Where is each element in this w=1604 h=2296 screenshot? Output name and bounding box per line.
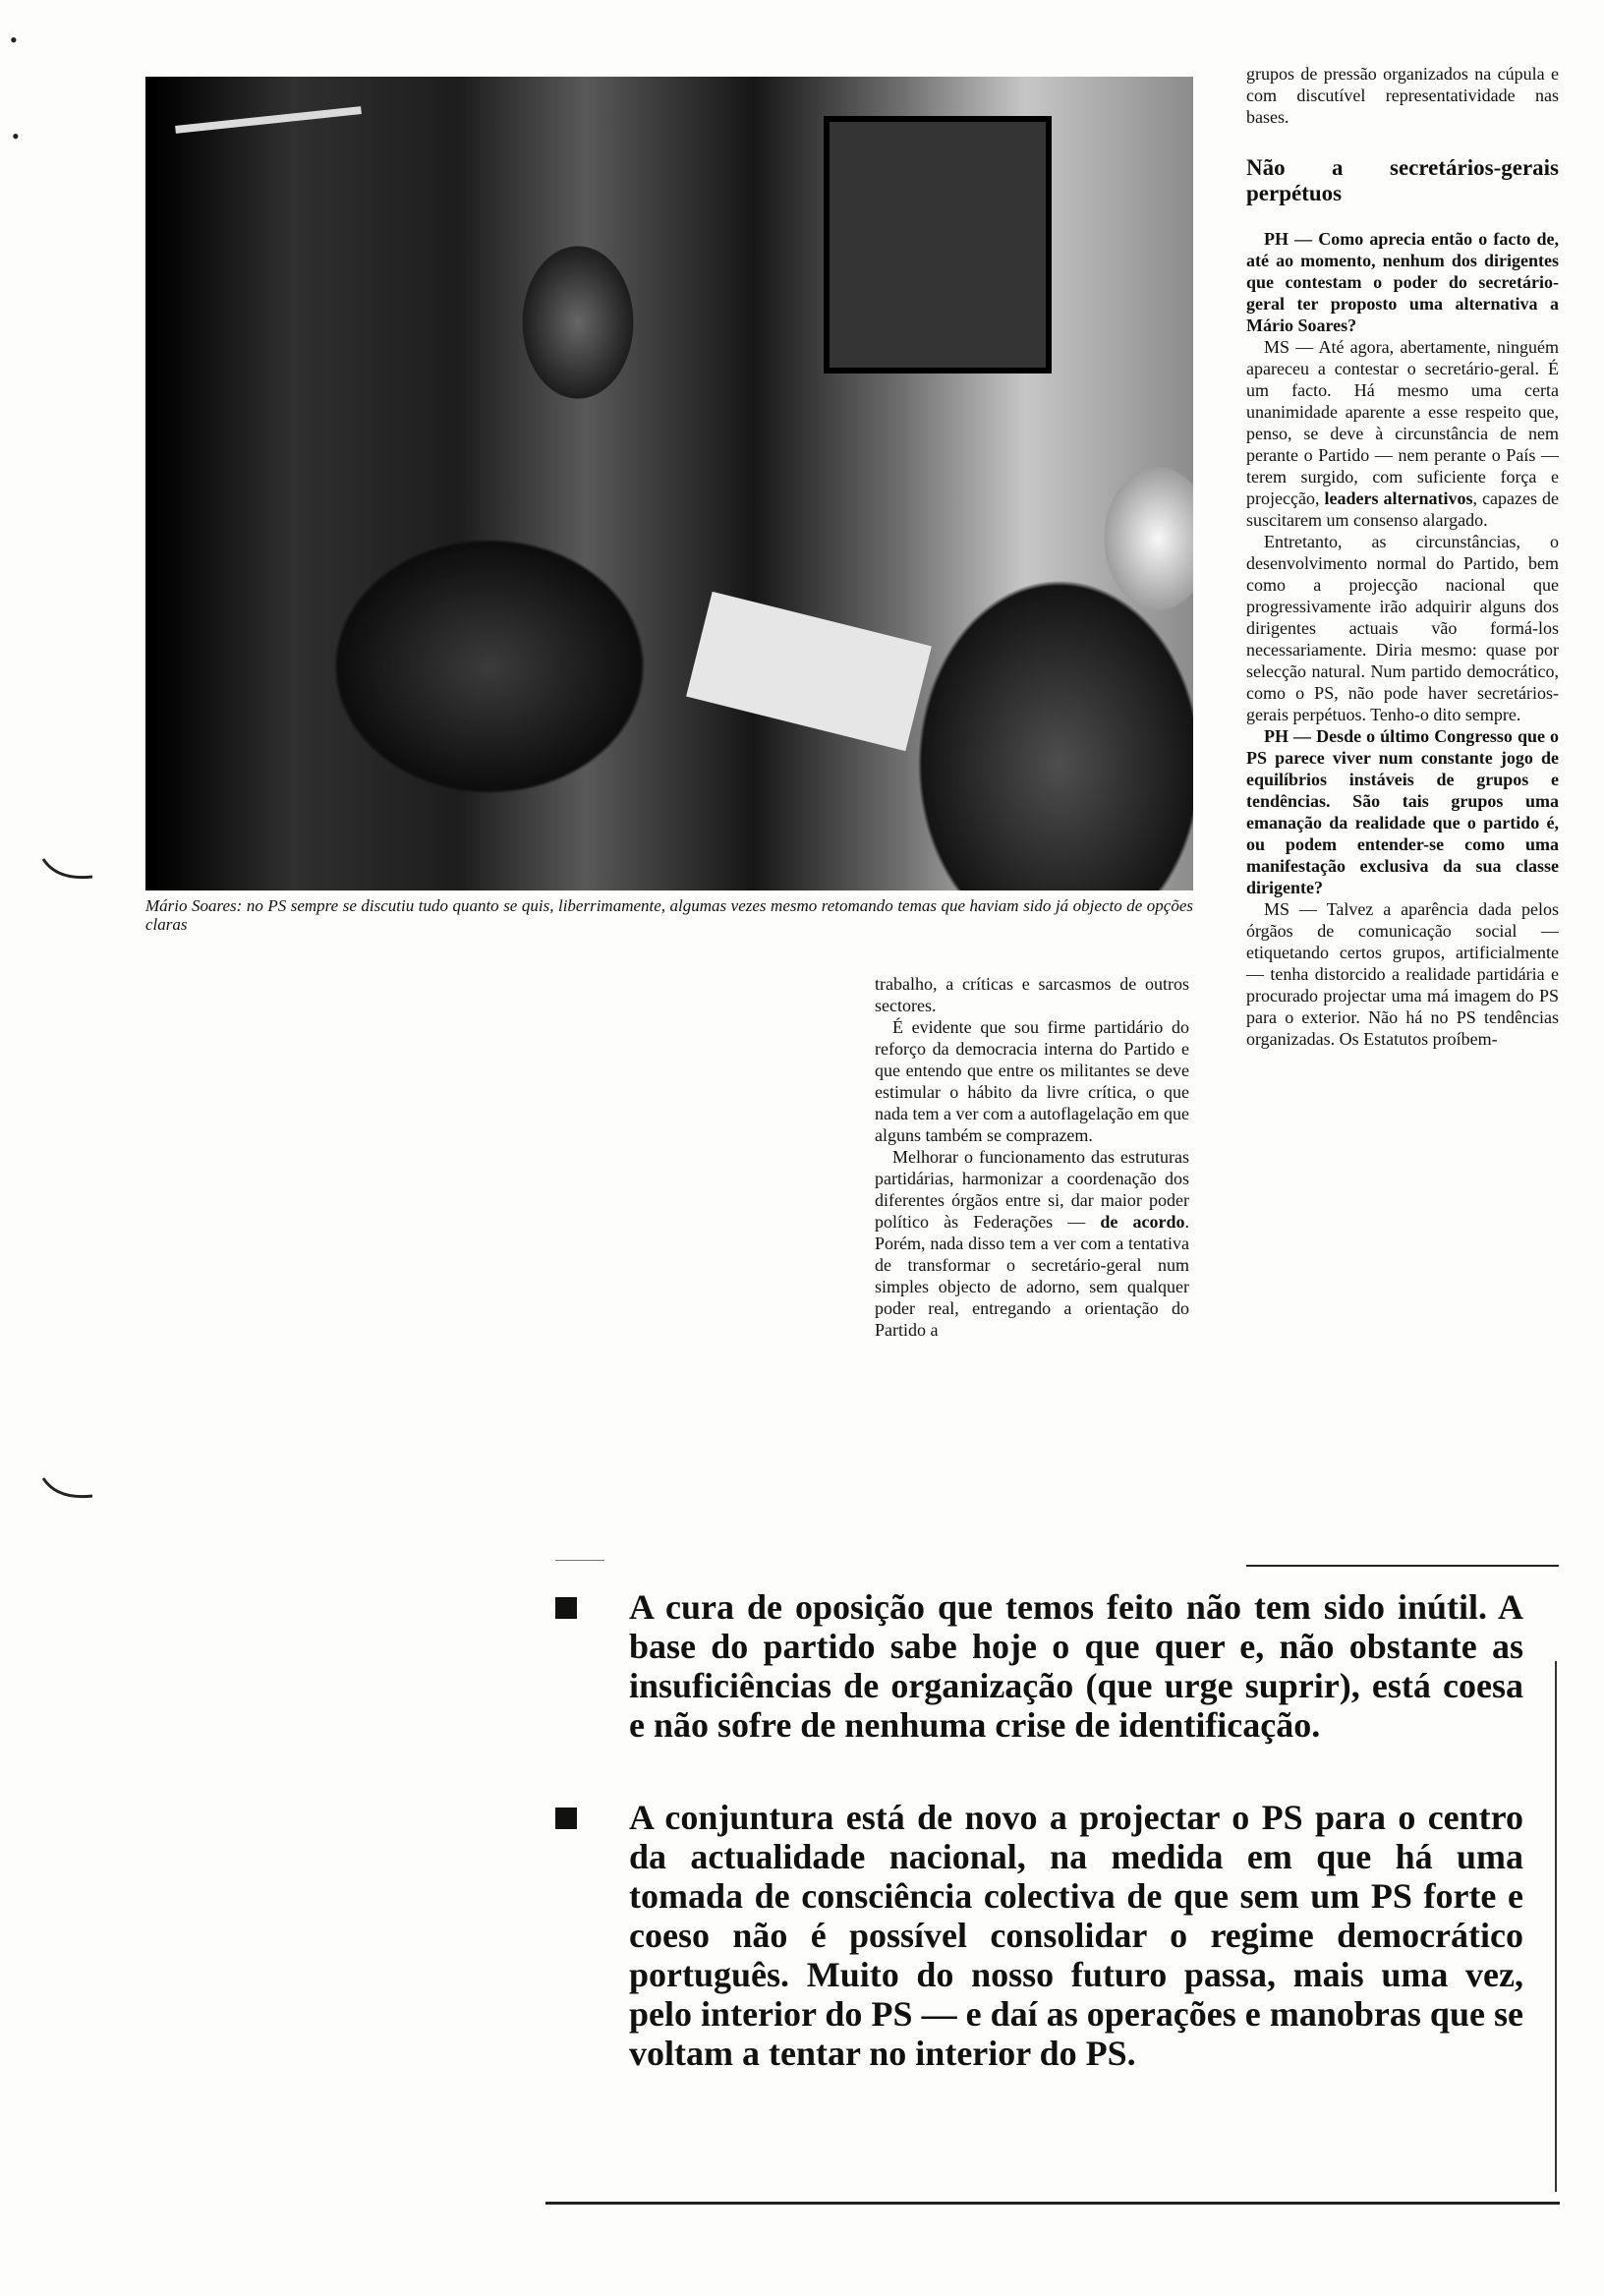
pull-quote [555,1587,1523,1745]
question-paragraph [1246,725,1559,898]
paragraph: trabalho, a críticas e sarcasmos de outros sectores. [875,974,1189,1015]
question-text: Desde o último Congresso que o PS parece viver num constante jogo de equilíbrios instáveis de grupos e tendências. São tais grupos uma emanação da realidade que o partido é, ou podem entender-se como uma manifestação exclusiva da sua classe dirigente? [1246,726,1559,897]
divider [555,1560,604,1561]
quote-box-border [1555,1661,1557,2192]
answer-text: , capazes de suscitarem um consenso alargado. [1246,488,1559,530]
square-bullet-icon [555,1597,577,1619]
pull-quote-text: A cura de oposição que temos feito não tem sido inútil. A base do partido sabe hoje o que quer e, não obstante as insuficiências de organização (que urge suprir), está coesa e não sofre de nenhuma crise de identificação. [629,1587,1523,1745]
square-bullet-icon [555,1808,577,1829]
question-paragraph [1246,228,1559,336]
pull-quote-text: A conjuntura está de novo a projectar o PS para o centro da actualidade nacional, na medida em que há uma tomada de consciência colectiva de que sem um PS forte e coeso não é possível consolidar o regime democrático português. Muito do nosso futuro passa, mais uma vez, pelo interior do PS — e daí as operações e manobras que se voltam a tentar no interior do PS. [629,1798,1523,2073]
answer-paragraph [1246,898,1559,1050]
answer-emphasis: leaders alternativos [1324,488,1473,508]
divider [1246,1565,1559,1567]
paragraph: É evidente que sou firme partidário do reforço da democracia interna do Partido e que entendo que entre os militantes se deve estimular o hábito da livre crítica, o que nada tem a ver com a autoflagelação em que alguns também se comprazem. [875,1017,1189,1145]
question-text: Como aprecia então o facto de, até ao momento, nenhum dos dirigentes que contestam o poder do secretário-geral ter proposto uma alternativa a Mário Soares? [1246,229,1559,335]
answer-text: Talvez a aparência dada pelos órgãos de comunicação social — etiquetando certos grupos, artificialmente — tenha distorcido a realidade partidária e procurado projectar uma má imagem do PS para o exterior. Não há no PS tendências organizadas. Os Estatutos proíbem- [1246,899,1559,1049]
paragraph-emphasis: de acordo [1100,1212,1185,1232]
article-column-middle [875,973,1189,1341]
interview-photo [145,77,1193,890]
photo-papers-detail [686,592,932,751]
pull-quotes [555,1587,1523,2126]
photo-lamp-detail [175,106,362,134]
photo-caption: Mário Soares: no PS sempre se discutiu tudo quanto se quis, liberrimamente, algumas vezes mesmo retomando temas que haviam sido já objecto de opções claras [145,896,1193,934]
speaker-label: PH — [1264,229,1319,249]
paragraph [875,1146,1189,1341]
photo-portrait-detail [824,116,1052,373]
section-heading: Não a secretários-gerais perpétuos [1246,155,1559,205]
scan-mark [39,855,98,885]
answer-paragraph [1246,336,1559,531]
speaker-label: MS — [1264,899,1327,919]
paragraph: Entretanto, as circunstâncias, o desenvolvimento normal do Partido, bem como a projecção nacional que progressivamente irão adquirir alguns dos dirigentes actuais vão formá-los necessariamente. Diria mesmo: quase por selecção natural. Num partido democrático, como o PS, não pode haver secretários-gerais perpétuos. Tenho-o dito sempre. [1246,532,1559,724]
paragraph: grupos de pressão organizados na cúpula e com discutível representatividade nas bases. [1246,64,1559,127]
paragraph-text: . Porém, nada disso tem a ver com a tentativa de transformar o secretário-geral num simples objecto de adorno, sem qualquer poder real, entregando a orientação do Partido a [875,1212,1189,1340]
paragraph-text: Melhorar o funcionamento das estruturas partidárias, harmonizar a coordenação dos diferentes órgãos entre si, dar maior poder político às Federações — [875,1147,1189,1232]
speaker-label: PH — [1264,726,1317,746]
article-column-right [1246,63,1559,1050]
scan-mark: • [10,28,18,52]
scan-mark: • [12,124,20,148]
pull-quote [555,1798,1523,2073]
speaker-label: MS — [1264,337,1319,357]
answer-text: Até agora, abertamente, ninguém apareceu a contestar o secretário-geral. É um facto. Há mesmo uma certa unanimidade aparente a esse respeito que, penso, se deve à circunstância de nem perante o Partido — nem perante o País — terem surgido, com suficiente força e projecção, [1246,337,1559,508]
divider [545,2202,1560,2205]
scan-mark [39,1474,98,1504]
